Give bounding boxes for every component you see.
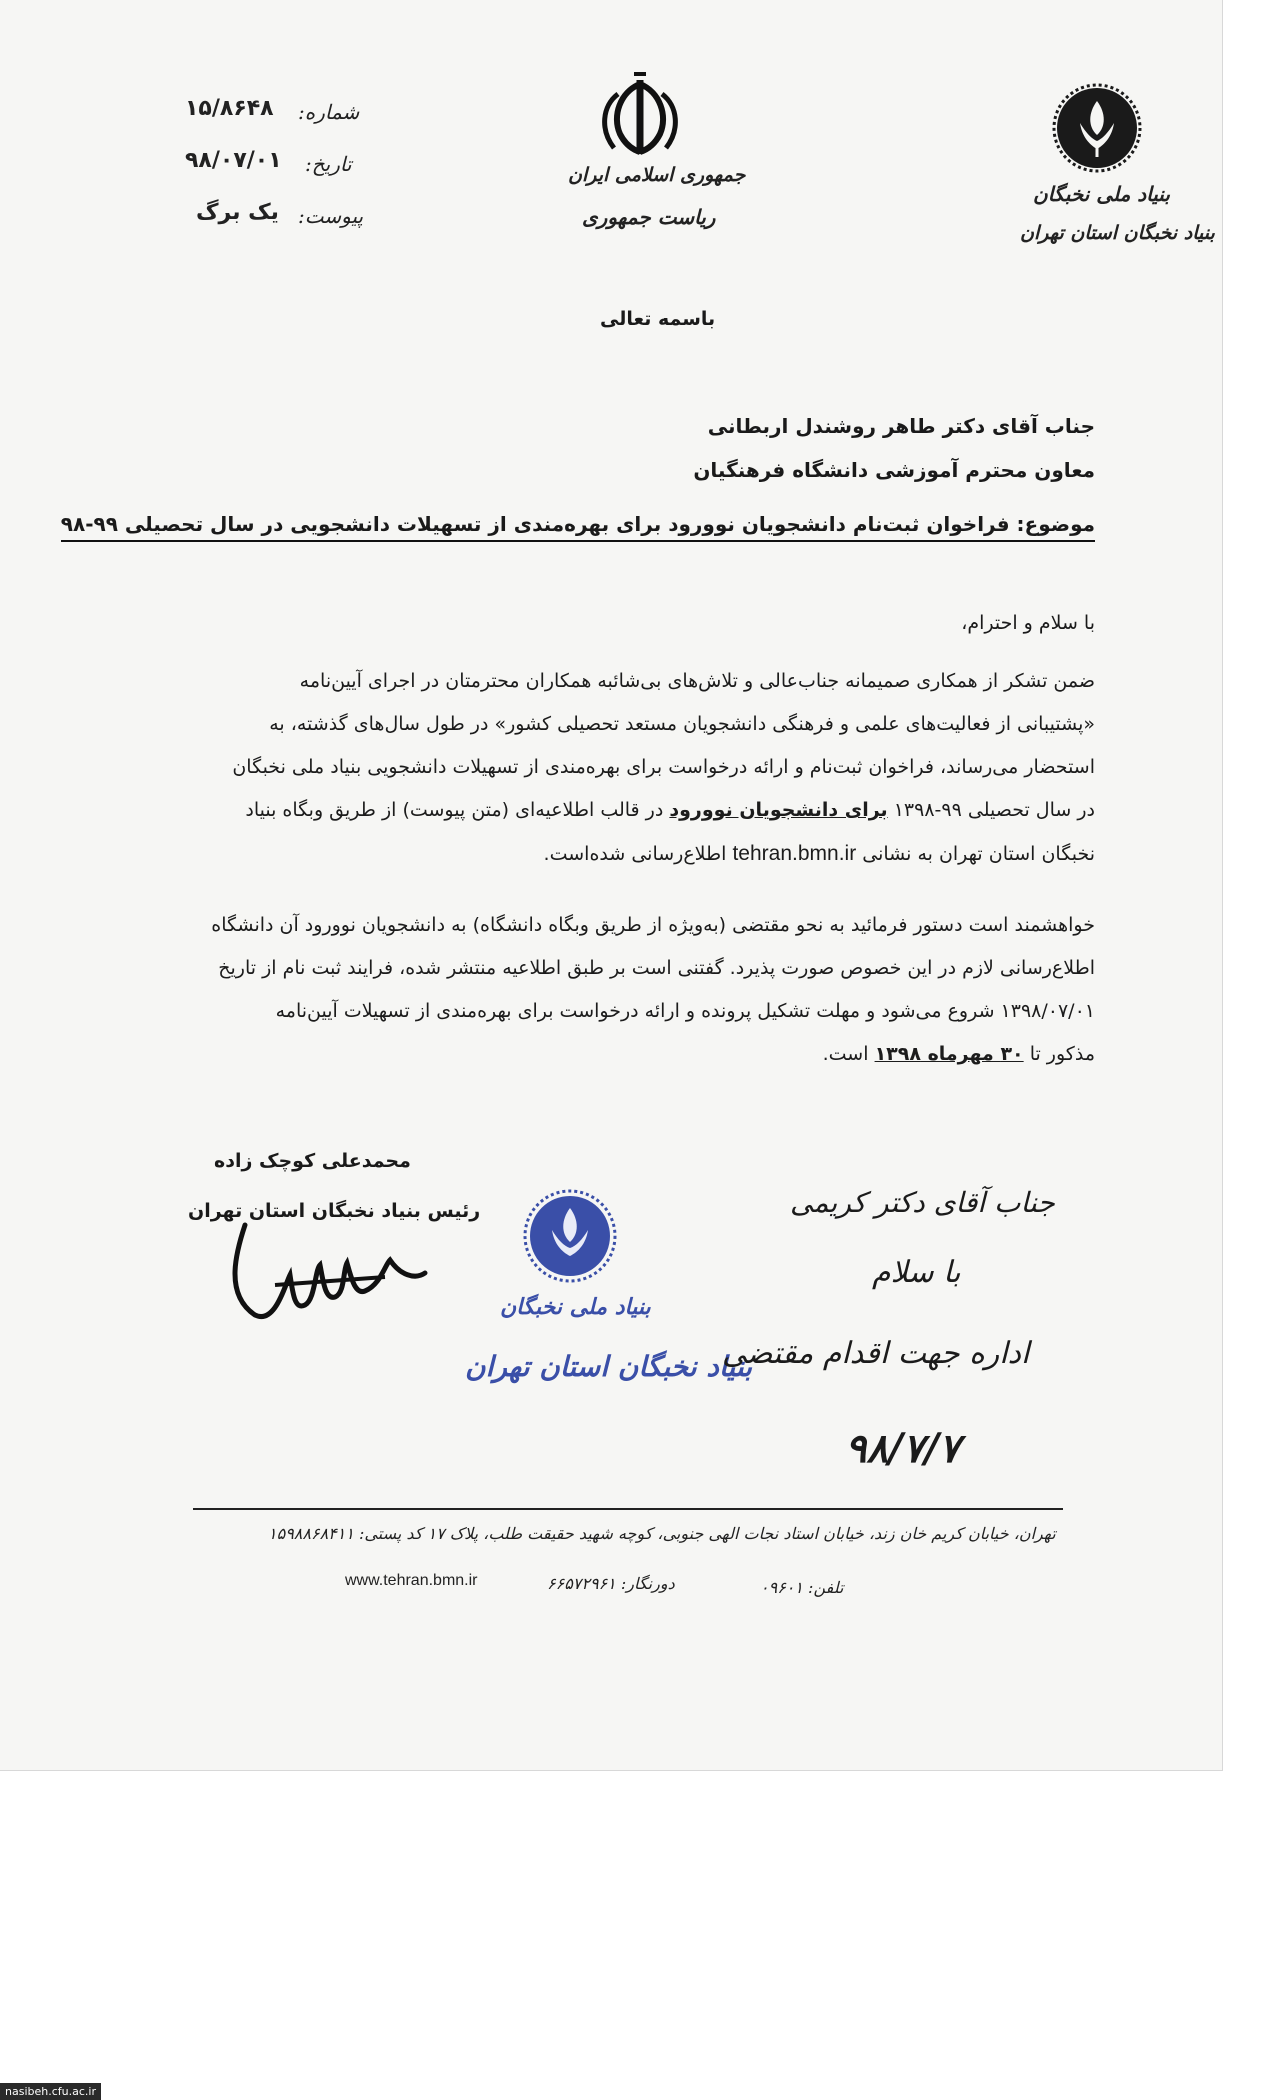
iran-republic-caption: جمهوری اسلامی ایران [568, 164, 746, 186]
foundation-stamp-icon [522, 1188, 618, 1284]
paragraph-1-line: در سال تحصیلی ۹۹-۱۳۹۸ برای دانشجویان نوورود در قالب اطلاعیه‌ای (متن پیوست) از طریق وبگاه بنیاد [245, 799, 1095, 821]
signature-scribble-icon [215, 1215, 445, 1335]
paragraph-2 [125, 904, 1095, 1076]
foundation-logo-icon [1052, 83, 1142, 173]
signatory-name: محمدعلی کوچک زاده [214, 1150, 411, 1172]
subject-line: موضوع: فراخوان ثبت‌نام دانشجویان نوورود برای بهره‌مندی از تسهیلات دانشجویی در سال تحصیلی ۹۹-۹۸ [61, 512, 1095, 542]
footer-divider [193, 1508, 1063, 1510]
handwritten-note-line-3: اداره جهت اقدام مقتضی [722, 1336, 1030, 1371]
handwritten-note-line-1: جناب آقای دکتر کریمی [790, 1186, 1055, 1219]
handwritten-note-line-2: با سلام [872, 1255, 961, 1290]
paragraph-2-line: اطلاع‌رسانی لازم در این خصوص صورت پذیرد. گفتنی است بر طبق اطلاعیه منتشر شده، فرایند ثبت نام از تاریخ [218, 957, 1095, 979]
iran-emblem-icon [590, 72, 690, 162]
highlight-new-students: برای دانشجویان نوورود [669, 799, 888, 821]
paragraph-1-line: «پشتیبانی از فعالیت‌های علمی و فرهنگی دانشجویان مستعد تحصیلی کشور» در طول سال‌های گذشته، به [269, 713, 1095, 735]
attachment-value: یک برگ [196, 200, 279, 225]
stamp-line-1: بنیاد ملی نخبگان [500, 1294, 651, 1320]
national-foundation-caption: بنیاد ملی نخبگان [1033, 182, 1170, 206]
footer-fax: دورنگار: ۶۶۵۷۲۹۶۱ [547, 1574, 675, 1593]
source-watermark: nasibeh.cfu.ac.ir [0, 2083, 101, 2100]
paragraph-1-line: استحضار می‌رساند، فراخوان ثبت‌نام و ارائه درخواست برای بهره‌مندی از تسهیلات دانشجویی بنیاد ملی نخبگان [232, 756, 1095, 778]
paragraph-2-line: ۱۳۹۸/۰۷/۰۱ شروع می‌شود و مهلت تشکیل پرونده و ارائه درخواست برای بهره‌مندی از تسهیلات آیین‌نامه [275, 1000, 1095, 1022]
recipient-position: معاون محترم آموزشی دانشگاه فرهنگیان [693, 458, 1095, 482]
presidency-caption: ریاست جمهوری [582, 205, 716, 229]
footer-address: تهران، خیابان کریم خان زند، خیابان استاد نجات الهی جنوبی، کوچه شهید حقیقت طلب، پلاک ۱۷ کد پستی: ۱۵۹۸۸۶۸۴۱۱ [268, 1524, 1056, 1543]
date-label: تاریخ: [305, 152, 352, 176]
stamp-line-2: بنیاد نخبگان استان تهران [465, 1350, 753, 1383]
website-link[interactable]: tehran.bmn.ir [732, 842, 857, 865]
number-value: ۱۵/۸۶۴۸ [185, 96, 274, 121]
paragraph-2-line: خواهشمند است دستور فرمائید به نحو مقتضی (به‌ویژه از طریق وبگاه دانشگاه) به دانشجویان نوورود آن دانشگاه [211, 914, 1095, 936]
signatory-title: رئیس بنیاد نخبگان استان تهران [188, 1200, 481, 1222]
basmala: باسمه تعالی [600, 308, 716, 330]
footer-website[interactable]: www.tehran.bmn.ir [345, 1572, 478, 1589]
deadline-date: ۳۰ مهرماه ۱۳۹۸ [874, 1043, 1024, 1065]
number-label: شماره: [298, 100, 360, 124]
handwritten-date: ۹۸/۷/۷ [845, 1425, 961, 1472]
paragraph-1 [125, 660, 1095, 876]
recipient-name: جناب آقای دکتر طاهر روشندل اربطانی [707, 414, 1095, 438]
date-value: ۹۸/۰۷/۰۱ [185, 148, 282, 173]
paragraph-2-line: مذکور تا ۳۰ مهرماه ۱۳۹۸ است. [822, 1043, 1095, 1065]
footer-phone: تلفن: ۰۹۶۰۱ [760, 1578, 844, 1597]
attachment-label: پیوست: [298, 204, 364, 228]
greeting: با سلام و احترام، [961, 612, 1095, 634]
paragraph-1-line: نخبگان استان تهران به نشانی tehran.bmn.ir اطلاع‌رسانی شده‌است. [543, 842, 1095, 865]
tehran-foundation-caption: بنیاد نخبگان استان تهران [1020, 222, 1215, 244]
paragraph-1-line: ضمن تشکر از همکاری صمیمانه جناب‌عالی و تلاش‌های بی‌شائبه همکاران محترمتان در اجرای آیین‌نامه [299, 670, 1095, 692]
